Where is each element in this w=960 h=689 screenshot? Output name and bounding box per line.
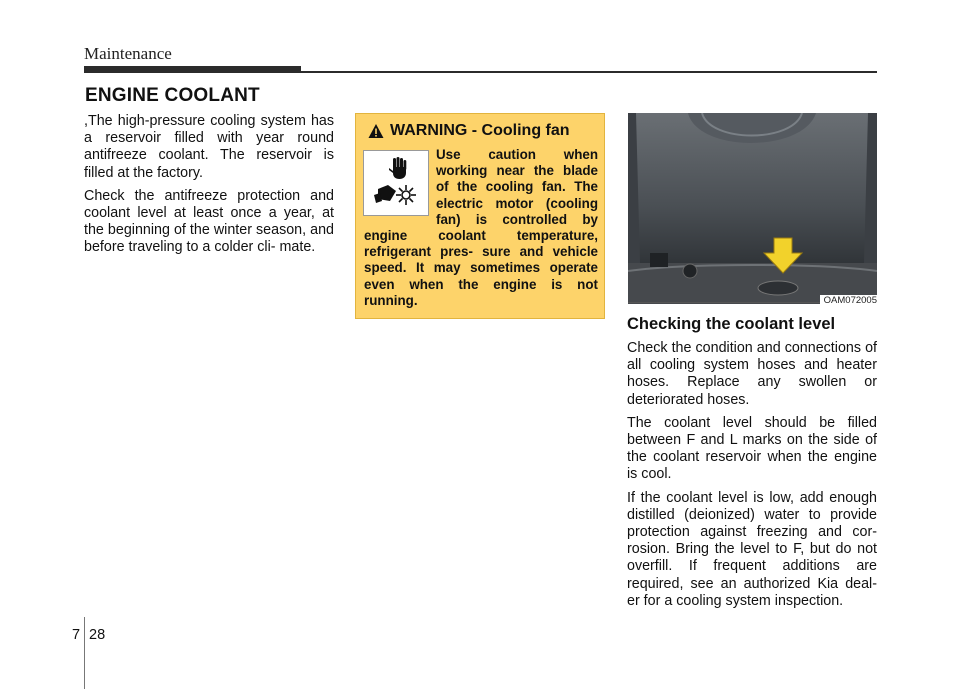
page-number: 28: [89, 627, 106, 643]
header-rule: [301, 71, 877, 73]
intro-paragraph-1: ,The high-pressure cooling system has a reservoir filled with year round antifreeze coolant. The reservoir is filled at the factory.: [84, 113, 334, 181]
checking-paragraph-2: The coolant level should be filled between F and L marks on the side of the coolant reservoir when the engine is cool.: [627, 414, 877, 483]
intro-paragraph-2: Check the antifreeze protection and coolant level at least once a year, at the beginning of the winter season, and before traveling to a colder cli- mate.: [84, 187, 334, 256]
header-bar: [84, 66, 301, 73]
checking-paragraph-3: If the coolant level is low, add enough distilled (deionized) water to provide protection against freezing and cor- rosion. Bring the level to F, but do not overfill. If frequent additions are required, see an authorized Kia deal- er for a cooling system inspection.: [627, 489, 877, 609]
figure-caption: OAM072005: [820, 295, 877, 306]
subsection-title: Checking the coolant level: [627, 315, 836, 333]
chapter-number: 7: [72, 627, 81, 643]
warning-heading-text: WARNING - Cooling fan: [390, 122, 570, 139]
engine-bay-photo: [628, 113, 877, 304]
checking-paragraph-1: Check the condition and connections of all cooling system hoses and heater hoses. Replace any swollen or deteriorated hoses.: [627, 340, 877, 408]
warning-box: [355, 113, 605, 319]
warning-triangle-icon: [368, 123, 384, 139]
intro-text: [84, 113, 334, 263]
warning-body: [364, 147, 598, 309]
warning-heading: [368, 122, 570, 140]
page-number-divider: [84, 617, 85, 689]
section-title: ENGINE COOLANT: [85, 85, 260, 106]
running-header: Maintenance: [84, 44, 172, 63]
checking-text: [627, 340, 877, 616]
figure-caption-bar: [628, 295, 877, 311]
warning-body-text: Use caution when working near the blade of the cooling fan. The electric motor (cooling fan) is controlled by engine coolant temperature, refrigerant pres- sure and vehicle speed. It may sometimes operate even when the engine is not running.: [364, 147, 598, 308]
